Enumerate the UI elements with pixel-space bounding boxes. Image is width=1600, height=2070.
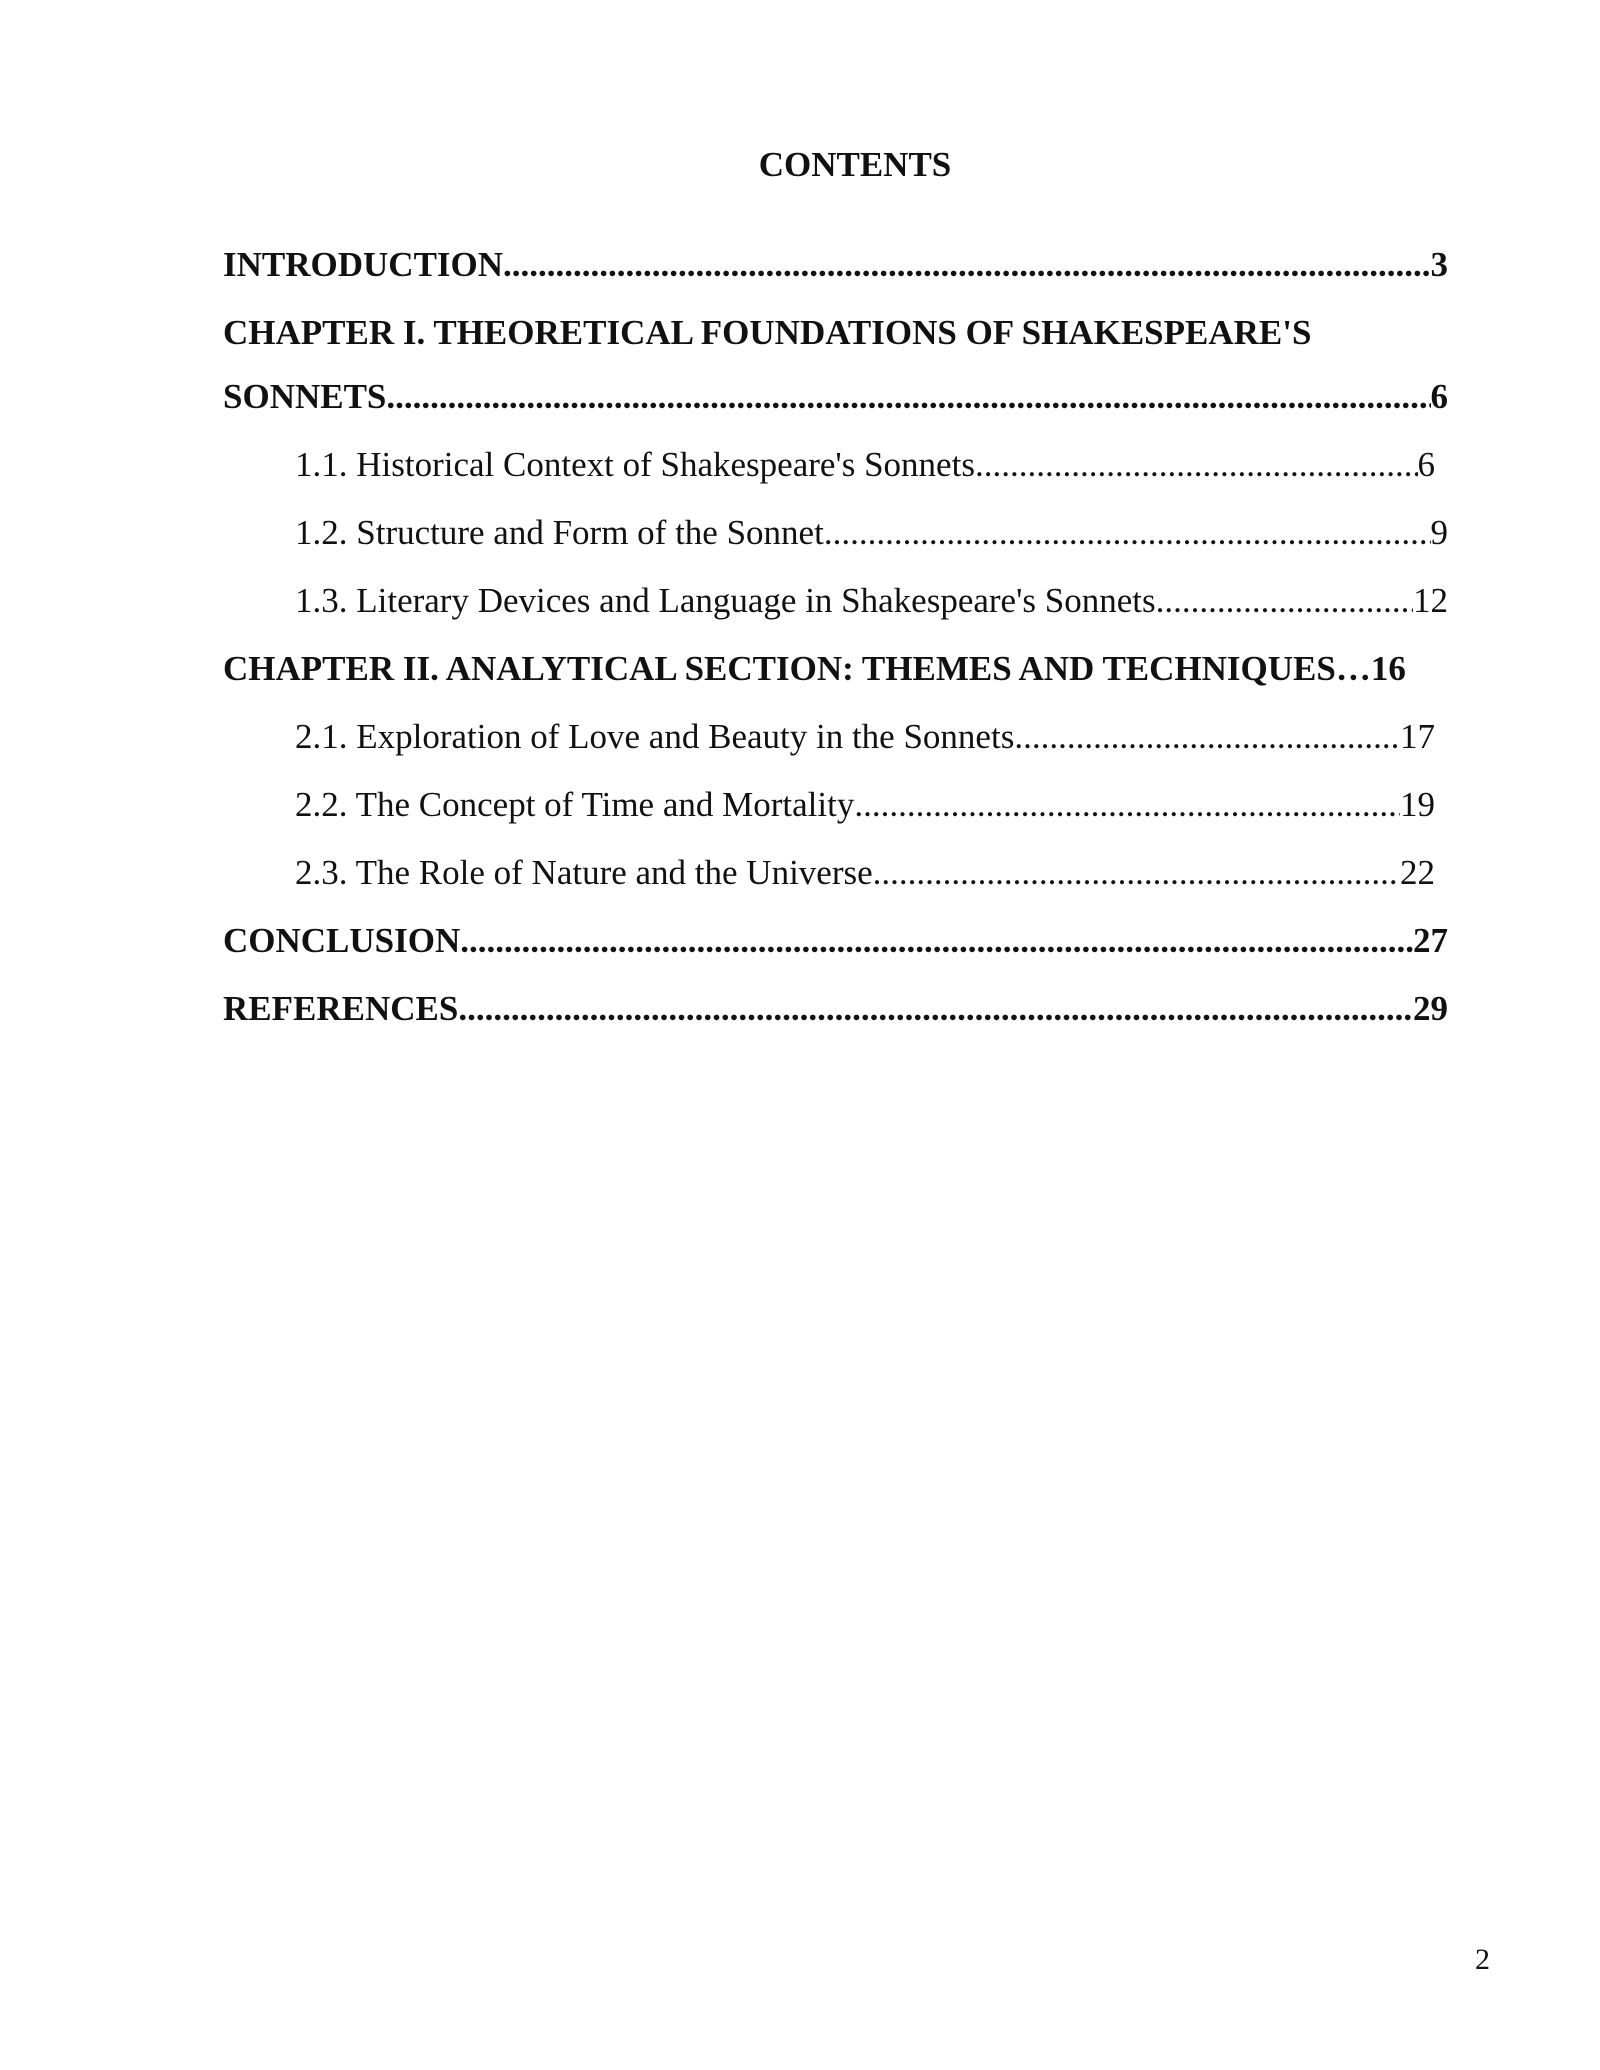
toc-entry-chapter-1-continued[interactable] <box>223 377 1448 417</box>
toc-leader-ellipsis: … <box>1335 649 1371 688</box>
toc-entry-page: 6 <box>1430 377 1448 416</box>
toc-entry-page: 12 <box>1413 581 1448 620</box>
toc-leader-dots <box>503 245 1430 285</box>
toc-leader-dots <box>386 377 1430 417</box>
toc-leader-dots <box>1014 717 1400 757</box>
toc-entry-page: 6 <box>1417 445 1435 484</box>
toc-entry-chapter-1[interactable] <box>223 313 1463 353</box>
toc-entry-1-2[interactable] <box>295 513 1448 553</box>
toc-entry-title: 1.3. Literary Devices and Language in Shakespeare's Sonnets <box>295 581 1156 620</box>
toc-entry-2-2[interactable] <box>295 785 1435 825</box>
toc-entry-title: 2.3. The Role of Nature and the Universe <box>295 853 873 892</box>
toc-entry-2-1[interactable] <box>295 717 1435 757</box>
page-number: 2 <box>1475 1943 1490 1976</box>
toc-entry-page: 9 <box>1430 513 1448 552</box>
toc-leader-dots <box>824 513 1431 553</box>
toc-entry-title: REFERENCES <box>223 989 459 1028</box>
toc-entry-page: 19 <box>1400 785 1435 824</box>
toc-leader-dots <box>873 853 1400 893</box>
toc-leader-dots <box>458 989 1413 1029</box>
toc-leader-dots <box>854 785 1400 825</box>
toc-entry-2-3[interactable] <box>295 853 1435 893</box>
toc-entry-conclusion[interactable] <box>223 921 1448 961</box>
toc-leader-dots <box>975 445 1418 485</box>
toc-entry-title: 1.2. Structure and Form of the Sonnet <box>295 513 824 552</box>
toc-entry-page: 3 <box>1430 245 1448 284</box>
page-title: CONTENTS <box>758 145 952 184</box>
toc-entry-title: CHAPTER II. ANALYTICAL SECTION: THEMES AND TECHNIQUES <box>223 649 1336 688</box>
toc-entry-title: 2.2. The Concept of Time and Mortality <box>295 785 855 824</box>
toc-entry-page: 16 <box>1370 649 1406 688</box>
toc-entry-page: 27 <box>1413 921 1448 960</box>
toc-entry-title: SONNETS <box>223 377 387 416</box>
toc-entry-page: 22 <box>1400 853 1435 892</box>
toc-entry-title: CHAPTER I. THEORETICAL FOUNDATIONS OF SHAKESPEARE'S <box>223 313 1312 352</box>
toc-entry-1-1[interactable] <box>295 445 1435 485</box>
toc-entry-chapter-2[interactable] <box>223 649 1473 689</box>
toc-entry-1-3[interactable] <box>295 581 1448 621</box>
toc-entry-title: 2.1. Exploration of Love and Beauty in the Sonnets <box>295 717 1015 756</box>
toc-entry-page: 29 <box>1413 989 1448 1028</box>
toc-leader-dots <box>1156 581 1413 621</box>
toc-entry-title: 1.1. Historical Context of Shakespeare's Sonnets <box>295 445 975 484</box>
toc-entry-title: CONCLUSION <box>223 921 461 960</box>
toc-entry-introduction[interactable] <box>223 245 1448 285</box>
toc-entry-title: INTRODUCTION <box>223 245 504 284</box>
toc-leader-dots <box>460 921 1413 961</box>
toc-entry-page: 17 <box>1400 717 1435 756</box>
toc-entry-references[interactable] <box>223 989 1448 1029</box>
